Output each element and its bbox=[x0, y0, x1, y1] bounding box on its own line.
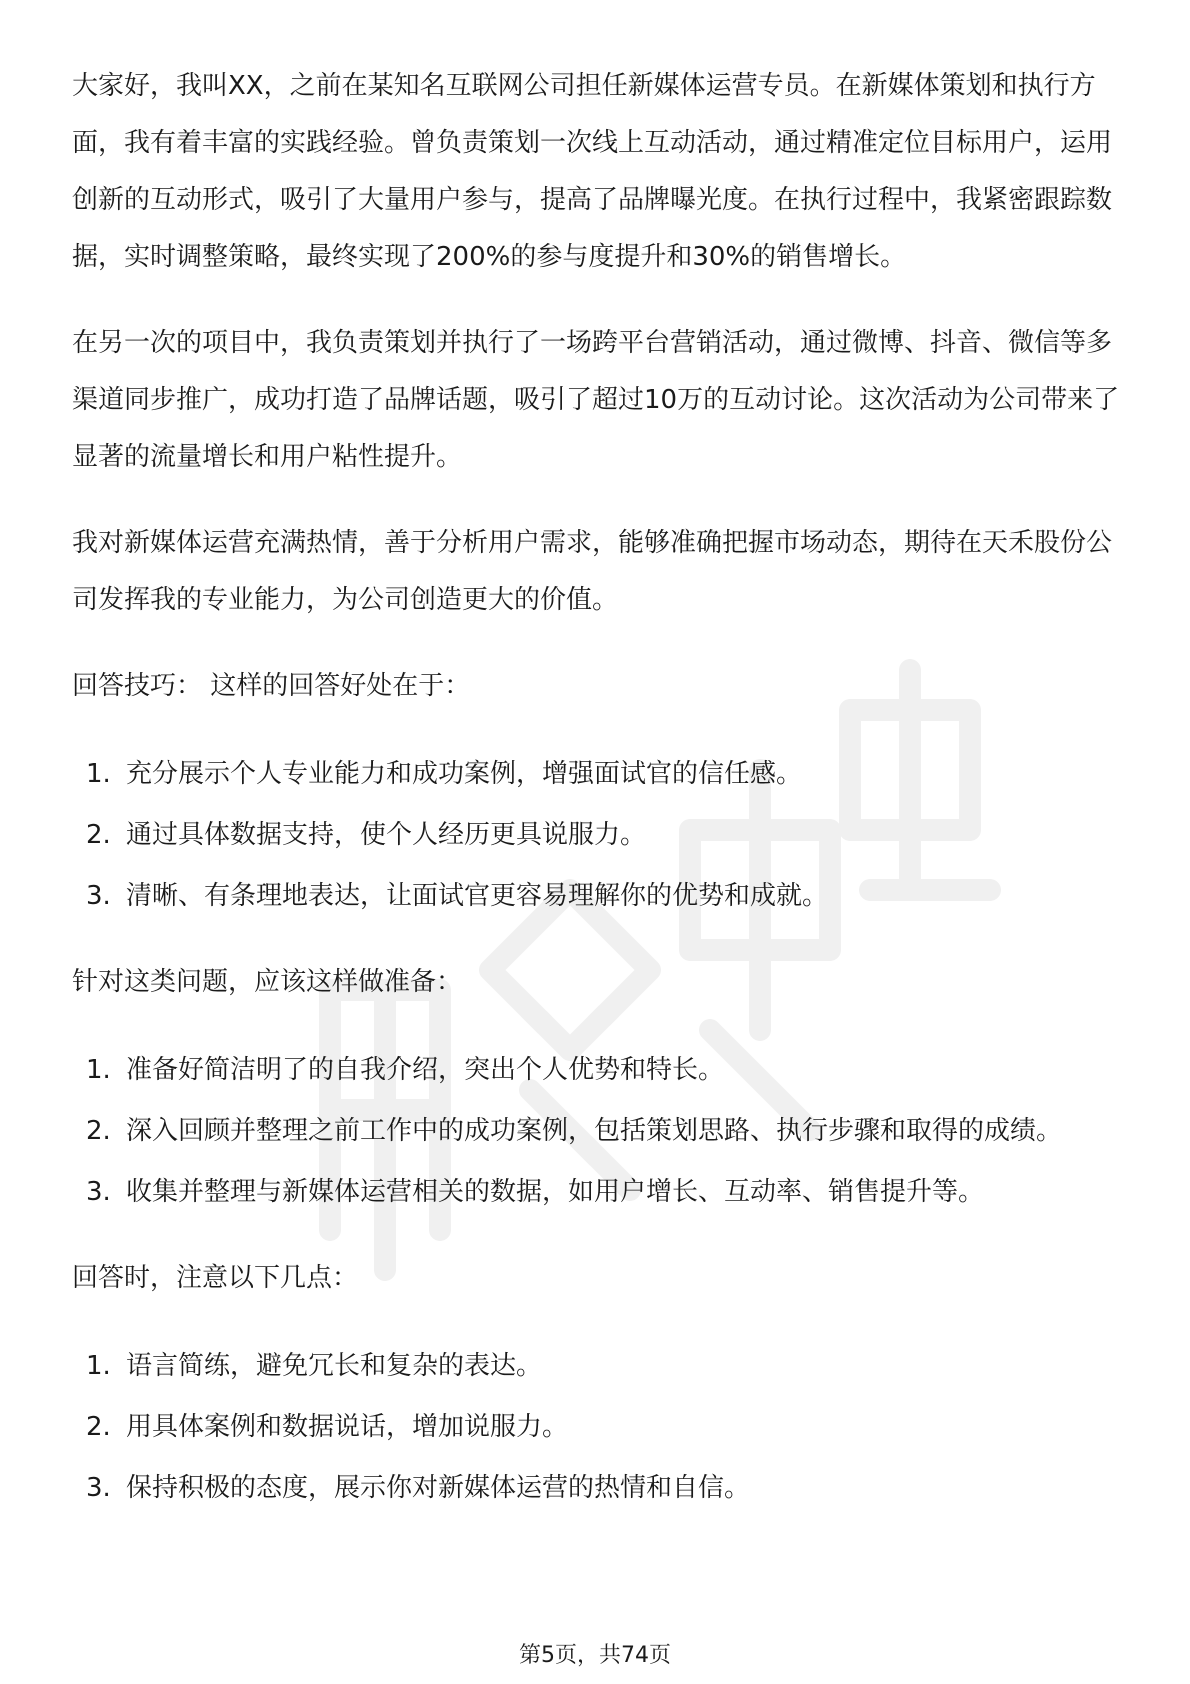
list-number: 1. bbox=[86, 759, 111, 789]
section-heading-prepare: 针对这类问题，应该这样做准备： bbox=[72, 967, 463, 997]
section-heading-notes: 回答时，注意以下几点： bbox=[72, 1263, 359, 1293]
list-number: 3. bbox=[86, 1473, 111, 1503]
list-item bbox=[72, 1460, 1122, 1517]
document-body bbox=[72, 58, 1122, 1546]
list-number: 2. bbox=[86, 820, 111, 850]
list-item bbox=[72, 1103, 1122, 1160]
list-item-text: 用具体案例和数据说话，增加说服力。 bbox=[126, 1412, 569, 1442]
list-number: 1. bbox=[86, 1351, 111, 1381]
list-item-text: 清晰、有条理地表达，让面试官更容易理解你的优势和成就。 bbox=[126, 881, 829, 911]
page-footer: 第5页，共74页 bbox=[519, 1643, 671, 1668]
list-item bbox=[72, 807, 1122, 864]
list-number: 3. bbox=[86, 1177, 111, 1207]
list-item-text: 深入回顾并整理之前工作中的成功案例，包括策划思路、执行步骤和取得的成绩。 bbox=[126, 1116, 1063, 1146]
list-item-text: 通过具体数据支持，使个人经历更具说服力。 bbox=[126, 820, 647, 850]
list-number: 2. bbox=[86, 1116, 111, 1146]
list-item-text: 充分展示个人专业能力和成功案例，增强面试官的信任感。 bbox=[126, 759, 803, 789]
list-item bbox=[72, 746, 1122, 803]
list-item bbox=[72, 1164, 1122, 1221]
notes-list bbox=[72, 1338, 1122, 1517]
list-number: 1. bbox=[86, 1055, 111, 1085]
list-item bbox=[72, 1042, 1122, 1099]
list-number: 2. bbox=[86, 1412, 111, 1442]
prepare-list bbox=[72, 1042, 1122, 1221]
list-number: 3. bbox=[86, 881, 111, 911]
list-item-text: 语言简练，避免冗长和复杂的表达。 bbox=[126, 1351, 543, 1381]
list-item-text: 保持积极的态度，展示你对新媒体运营的热情和自信。 bbox=[126, 1473, 751, 1503]
project-paragraph: 在另一次的项目中，我负责策划并执行了一场跨平台营销活动，通过微博、抖音、微信等多渠道同步推广，成功打造了品牌话题，吸引了超过10万的互动讨论。这次活动为公司带来了显著的流量增长和用户粘性提升。 bbox=[72, 328, 1120, 472]
intro-paragraph: 大家好，我叫XX，之前在某知名互联网公司担任新媒体运营专员。在新媒体策划和执行方面，我有着丰富的实践经验。曾负责策划一次线上互动活动，通过精准定位目标用户，运用创新的互动形式，吸引了大量用户参与，提高了品牌曝光度。在执行过程中，我紧密跟踪数据，实时调整策略，最终实现了200%的参与度提升和30%的销售增长。 bbox=[72, 71, 1113, 272]
list-item-text: 准备好简洁明了的自我介绍，突出个人优势和特长。 bbox=[126, 1055, 725, 1085]
list-item bbox=[72, 1338, 1122, 1395]
list-item-text: 收集并整理与新媒体运营相关的数据，如用户增长、互动率、销售提升等。 bbox=[126, 1177, 985, 1207]
list-item bbox=[72, 1399, 1122, 1456]
list-item bbox=[72, 868, 1122, 925]
motivation-paragraph: 我对新媒体运营充满热情，善于分析用户需求，能够准确把握市场动态，期待在天禾股份公司发挥我的专业能力，为公司创造更大的价值。 bbox=[72, 528, 1113, 615]
section-heading-tips: 回答技巧： 这样的回答好处在于： bbox=[72, 671, 471, 701]
tips-list bbox=[72, 746, 1122, 925]
